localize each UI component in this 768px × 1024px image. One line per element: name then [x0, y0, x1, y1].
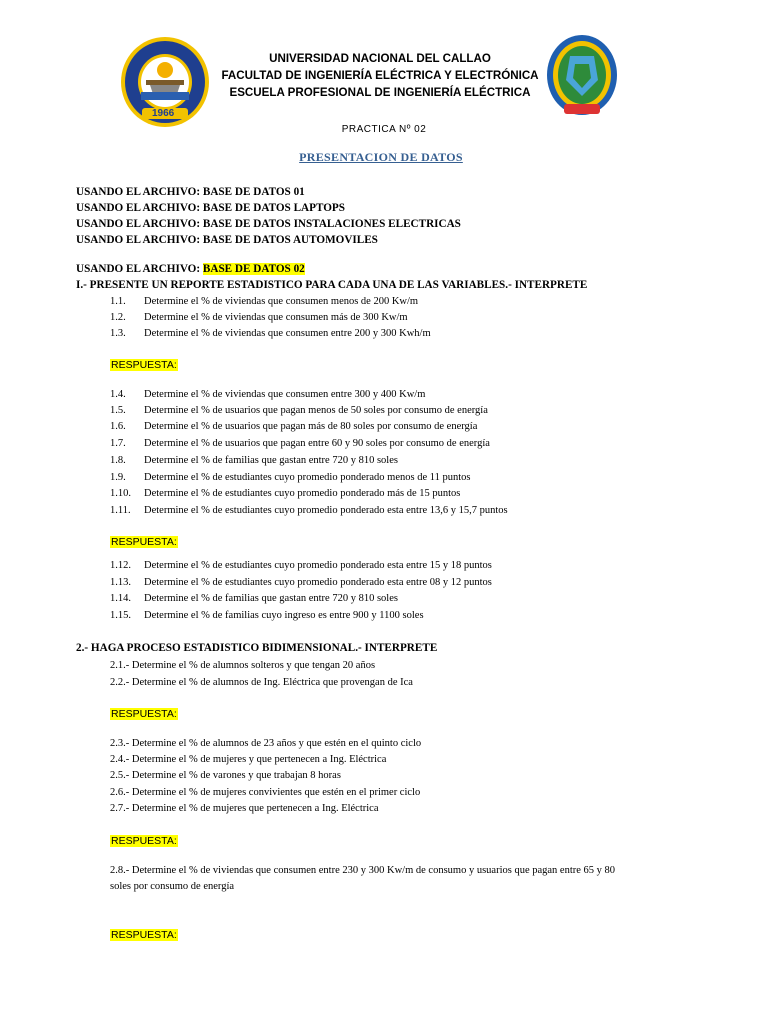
document-header: [200, 50, 560, 101]
list-item: [110, 488, 460, 499]
list-item: [110, 505, 508, 516]
part1-title: I.- PRESENTE UN REPORTE ESTADISTICO PARA CADA UNA DE LAS VARIABLES.- INTERPRETE: [76, 279, 588, 291]
answer-label: RESPUESTA:: [111, 835, 177, 847]
file-prefix: USANDO EL ARCHIVO:: [76, 263, 203, 275]
item-number: 1.7.: [110, 438, 126, 449]
file-line: USANDO EL ARCHIVO: BASE DE DATOS 01: [76, 186, 305, 198]
item-number: 1.3.: [110, 328, 126, 339]
item-number: 1.2.: [110, 312, 126, 323]
item-text: Determine el % de estudiantes cuyo promedio ponderado esta entre 08 y 12 puntos: [144, 577, 492, 588]
practice-number: PRACTICA Nº 02: [341, 124, 427, 135]
item-text: Determine el % de usuarios que pagan entre 60 y 90 soles por consumo de energía: [144, 438, 490, 449]
list-item: [110, 328, 431, 339]
answer-label: RESPUESTA:: [111, 929, 177, 941]
item-number: 1.4.: [110, 389, 126, 400]
answer-label: RESPUESTA:: [111, 359, 177, 371]
item-number: 1.11.: [110, 505, 131, 516]
item-number: 1.8.: [110, 455, 126, 466]
list-item: [110, 560, 492, 571]
list-item: 2.4.- Determine el % de mujeres y que pertenecen a Ing. Eléctrica: [110, 754, 387, 765]
item-text: Determine el % de familias que gastan entre 720 y 810 soles: [144, 593, 398, 604]
list-item: [110, 438, 490, 449]
list-item: [110, 312, 408, 323]
list-item: [110, 455, 398, 466]
file-line: USANDO EL ARCHIVO: BASE DE DATOS LAPTOPS: [76, 202, 345, 214]
item-number: 1.1.: [110, 296, 126, 307]
item-text: Determine el % de estudiantes cuyo promedio ponderado esta entre 15 y 18 puntos: [144, 560, 492, 571]
faculty-name: FACULTAD DE INGENIERÍA ELÉCTRICA Y ELECTRÓNICA: [221, 69, 539, 82]
list-item-line1: 2.8.- Determine el % de viviendas que consumen entre 230 y 300 Kw/m de consumo y usuarios que pagan entre 65 y 80: [110, 865, 616, 876]
school-name: ESCUELA PROFESIONAL DE INGENIERÍA ELÉCTRICA: [229, 86, 531, 99]
list-item: [110, 593, 398, 604]
item-number: 1.12.: [110, 560, 131, 571]
section-title: PRESENTACION DE DATOS: [299, 150, 463, 164]
item-number: 1.9.: [110, 472, 126, 483]
file-line: USANDO EL ARCHIVO: BASE DE DATOS INSTALACIONES ELECTRICAS: [76, 218, 461, 230]
list-item: [110, 610, 424, 621]
item-text: Determine el % de viviendas que consumen entre 200 y 300 Kwh/m: [144, 328, 431, 339]
list-item: [110, 472, 470, 483]
list-item: 2.1.- Determine el % de alumnos solteros y que tengan 20 años: [110, 660, 376, 671]
item-text: Determine el % de estudiantes cuyo promedio ponderado más de 15 puntos: [144, 488, 461, 499]
list-item: 2.2.- Determine el % de alumnos de Ing. Eléctrica que provengan de Ica: [110, 677, 413, 688]
list-item: 2.7.- Determine el % de mujeres que pertenecen a Ing. Eléctrica: [110, 803, 379, 814]
answer-label: RESPUESTA:: [111, 536, 177, 548]
item-text: Determine el % de viviendas que consumen más de 300 Kw/m: [144, 312, 408, 323]
item-text: Determine el % de usuarios que pagan más de 80 soles por consumo de energía: [144, 421, 478, 432]
list-item: [110, 389, 425, 400]
item-number: 1.15.: [110, 610, 131, 621]
highlighted-file-name: BASE DE DATOS 02: [202, 263, 305, 275]
item-number: 1.5.: [110, 405, 126, 416]
item-number: 1.13.: [110, 577, 131, 588]
left-logo-year: 1966: [152, 108, 175, 119]
list-item: [110, 421, 477, 432]
file-line: USANDO EL ARCHIVO: BASE DE DATOS AUTOMOVILES: [76, 234, 378, 246]
list-item: 2.3.- Determine el % de alumnos de 23 años y que estén en el quinto ciclo: [110, 738, 422, 749]
list-item: 2.5.- Determine el % de varones y que trabajan 8 horas: [110, 770, 341, 781]
item-text: Determine el % de estudiantes cuyo promedio ponderado menos de 11 puntos: [144, 472, 471, 483]
part2-title: 2.- HAGA PROCESO ESTADISTICO BIDIMENSIONAL.- INTERPRETE: [76, 642, 438, 654]
item-text: Determine el % de viviendas que consumen entre 300 y 400 Kw/m: [144, 389, 426, 400]
file-line-highlighted: [76, 263, 305, 275]
answer-label: RESPUESTA:: [111, 708, 177, 720]
item-text: Determine el % de familias que gastan entre 720 y 810 soles: [144, 455, 398, 466]
list-item: [110, 577, 492, 588]
item-number: 1.14.: [110, 593, 131, 604]
item-number: 1.10.: [110, 488, 131, 499]
list-item-line2: soles por consumo de energía: [110, 881, 235, 892]
item-text: Determine el % de usuarios que pagan menos de 50 soles por consumo de energía: [144, 405, 488, 416]
list-item: [110, 405, 488, 416]
item-text: Determine el % de estudiantes cuyo promedio ponderado esta entre 13,6 y 15,7 puntos: [144, 505, 508, 516]
list-item: 2.6.- Determine el % de mujeres convivientes que estén en el primer ciclo: [110, 787, 421, 798]
list-item: [110, 296, 418, 307]
item-number: 1.6.: [110, 421, 126, 432]
university-name: UNIVERSIDAD NACIONAL DEL CALLAO: [269, 52, 491, 65]
item-text: Determine el % de familias cuyo ingreso es entre 900 y 1100 soles: [144, 610, 424, 621]
item-text: Determine el % de viviendas que consumen menos de 200 Kw/m: [144, 296, 419, 307]
